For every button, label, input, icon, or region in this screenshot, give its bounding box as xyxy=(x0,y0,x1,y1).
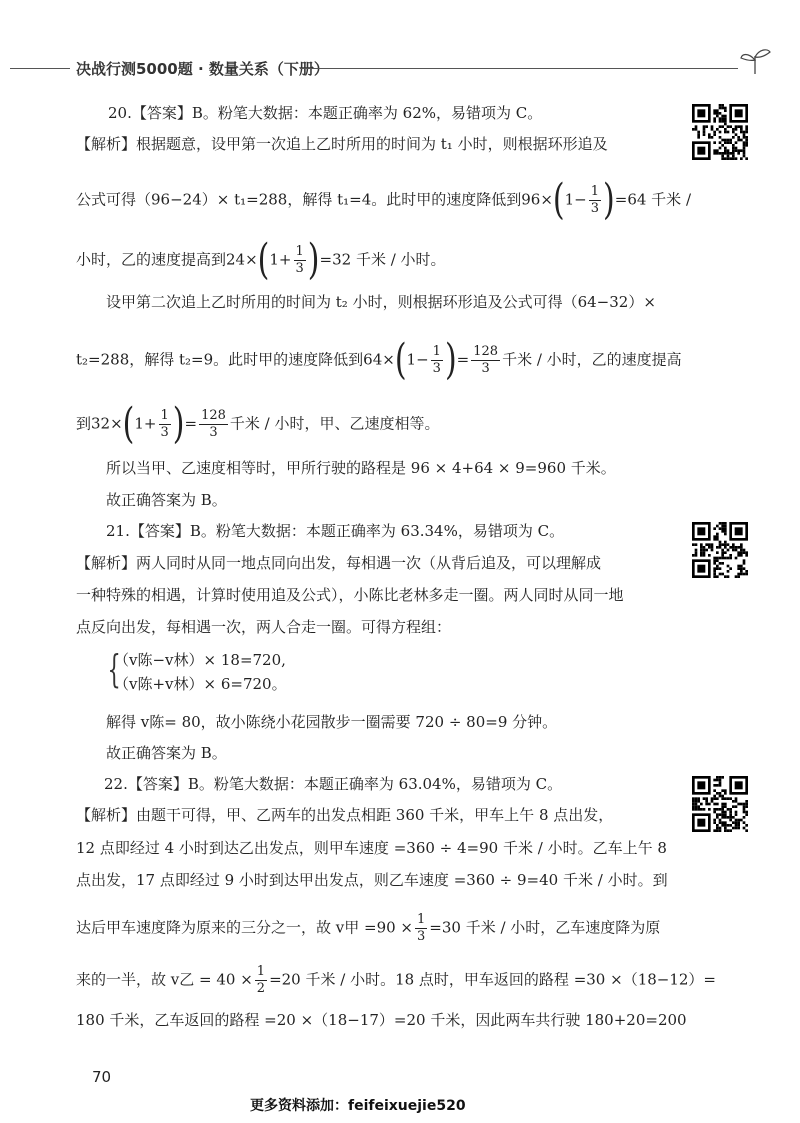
qr-code-icon xyxy=(692,522,748,578)
q22-analysis-line1: 【解析】由题干可得，甲、乙两车的出发点相距 360 千米，甲车上午 8 点出发， xyxy=(76,806,614,824)
q20-analysis-line7: 所以当甲、乙速度相等时，甲所行驶的路程是 96 × 4+64 × 9=960 千米。 xyxy=(106,459,616,477)
book-title: 决战行测5000题 · 数量关系（下册） xyxy=(76,60,329,78)
q22-analysis-line5: 来的一半，故 v乙 = 40 × $\frac{1}{2}$ =20 千米 / 小时。18 点时，甲车返回的路程 =30 ×（18−12）= xyxy=(76,964,717,996)
fraction: $\frac{1}{3}$ xyxy=(160,408,169,440)
q21-conclusion: 故正确答案为 B。 xyxy=(106,744,227,762)
fraction: $\frac{128}{3}$ xyxy=(201,408,226,440)
q21-answer: 21.【答案】B。粉笔大数据：本题正确率为 63.34%，易错项为 C。 xyxy=(106,522,565,540)
fraction: $\frac{1}{3}$ xyxy=(417,912,426,944)
q21-equation2: （v陈+v林）× 6=720。 xyxy=(114,675,287,693)
q22-analysis-line4: 达后甲车速度降为原来的三分之一，故 v甲 =90 × $\frac{1}{3}$ =30 千米 / 小时，乙车速度降为原 xyxy=(76,912,661,944)
q20-analysis-line3: 小时，乙的速度提高到24×(1+ $\frac{1}{3}$ )=32 千米 / 小时。 xyxy=(76,235,446,285)
qr-code-icon xyxy=(692,776,748,832)
page-number: 70 xyxy=(92,1068,112,1086)
q21-analysis-line2: 一种特殊的相遇，计算时使用追及公式），小陈比老林多走一圈。两人同时从同一地 xyxy=(76,586,624,604)
fraction: $\frac{128}{3}$ xyxy=(473,344,499,376)
q20-answer: 20.【答案】B。粉笔大数据：本题正确率为 62%，易错项为 C。 xyxy=(108,104,543,122)
equation-brace: { xyxy=(107,647,121,691)
fraction: $\frac{1}{2}$ xyxy=(256,964,266,996)
fraction: $\frac{1}{3}$ xyxy=(295,244,304,276)
q20-analysis-line5: t₂=288，解得 t₂=9。此时甲的速度降低到64×(1− $\frac{1}{3}$ )= $\frac{128}{3}$ 千米 / 小时，乙的速度提高 xyxy=(76,335,682,385)
header-rule-right xyxy=(300,68,738,69)
sprout-icon xyxy=(738,46,772,76)
q21-analysis-line1: 【解析】两人同时从同一地点同向出发，每相遇一次（从背后追及，可以理解成 xyxy=(76,554,602,572)
q20-analysis-line1: 【解析】根据题意，设甲第一次追上乙时所用的时间为 t₁ 小时，则根据环形追及 xyxy=(76,135,608,153)
q20-conclusion: 故正确答案为 B。 xyxy=(106,491,227,509)
fraction: $\frac{1}{3}$ xyxy=(590,184,600,216)
qr-code-icon xyxy=(692,104,748,160)
q20-analysis-line4: 设甲第二次追上乙时所用的时间为 t₂ 小时，则根据环形追及公式可得（64−32）× xyxy=(106,293,656,311)
q22-analysis-line6: 180 千米，乙车返回的路程 =20 ×（18−17）=20 千米，因此两车共行驶 180+20=200 xyxy=(76,1011,687,1029)
q22-analysis-line2: 12 点即经过 4 小时到达乙出发点，则甲车速度 =360 ÷ 4=90 千米 / 小时。乙车上午 8 xyxy=(76,839,667,857)
q20-analysis-line6: 到32×(1+ $\frac{1}{3}$ )= $\frac{128}{3}$ 千米 / 小时，甲、乙速度相等。 xyxy=(76,399,440,449)
q22-analysis-line3: 点出发，17 点即经过 9 小时到达甲出发点，则乙车速度 =360 ÷ 9=40 千米 / 小时。到 xyxy=(76,871,668,889)
footer-note: 更多资料添加：feifeixuejie520 xyxy=(250,1098,466,1114)
q21-equation1: （v陈−v林）× 18=720, xyxy=(114,651,286,669)
q22-answer: 22.【答案】B。粉笔大数据：本题正确率为 63.04%，易错项为 C。 xyxy=(104,775,563,793)
header-rule-left xyxy=(10,68,70,69)
fraction: $\frac{1}{3}$ xyxy=(432,344,441,376)
q21-analysis-line4: 解得 v陈= 80，故小陈绕小花园散步一圈需要 720 ÷ 80=9 分钟。 xyxy=(106,713,558,731)
running-header xyxy=(0,44,800,78)
q20-analysis-line2: 公式可得（96−24）× t₁=288，解得 t₁=4。此时甲的速度降低到96×(1− $\frac{1}{3}$ )=64 千米 / xyxy=(76,175,691,225)
q21-analysis-line3: 点反向出发，每相遇一次，两人合走一圈。可得方程组： xyxy=(76,618,452,636)
